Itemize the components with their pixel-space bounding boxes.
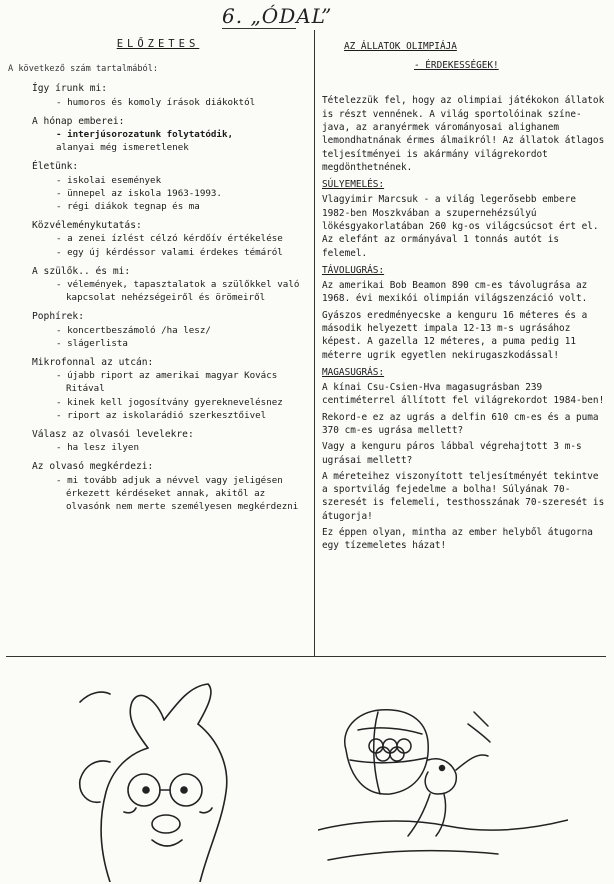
preview-section-title: Közvéleménykutatás: bbox=[32, 220, 142, 232]
preview-section-item: - koncertbeszámoló /ha lesz/ bbox=[56, 324, 211, 336]
preview-sections bbox=[8, 82, 308, 513]
article-paragraph: Ez éppen olyan, mintha az ember helyből átugorna egy tízemeletes házat! bbox=[322, 527, 593, 552]
article-section-heading: SÚLYEMELÉS: bbox=[322, 179, 385, 191]
article-intro: Tételezzük fel, hogy az olimpiai játékokon állatok is részt vennének. A világ sportolóinak színe-java, az aranyérmek várományosai alighanem lemondhatnának érmes álmaikról! Az állatok átlagos teljesítményei is akármány világrekordot megdönthetnének. bbox=[322, 95, 605, 173]
preview-section bbox=[8, 310, 308, 350]
preview-section bbox=[8, 82, 308, 108]
preview-section-item: - interjúsorozatunk folytatódik, bbox=[56, 129, 234, 141]
article-paragraph: Vagy a kenguru páros lábbal végrehajtott 3 m-s ugrásai mellett? bbox=[322, 441, 582, 466]
page-number-header: 6. „ÓDAL” bbox=[222, 4, 333, 28]
article-paragraph: A kínai Csu-Csien-Hva magasugrásban 239 centiméterrel állított fel világrekordot 1984-ben! bbox=[322, 382, 605, 407]
preview-section-item: - kinek kell jogosítvány gyereknevelésnez bbox=[56, 396, 283, 408]
article-section-heading: MAGASUGRÁS: bbox=[322, 366, 385, 378]
article-subtitle: - ÉRDEKESSÉGEK! bbox=[414, 60, 499, 72]
article-paragraph: Rekord-e ez az ugrás a delfin 610 cm-es és a puma 370 cm-es ugrása mellett? bbox=[322, 411, 599, 436]
preview-section bbox=[8, 428, 308, 454]
preview-section-item: - iskolai események bbox=[56, 174, 162, 186]
flea-olympic-ball-illustration bbox=[318, 690, 568, 880]
article-paragraph: Gyászos eredményecske a kenguru 16 méteres és a második helyezett impala 12-13 m-s ugrásához képest. A gazella 12 méteres, a puma pedig 11 méterre ugrik egyetlen nekirugaszkodással! bbox=[322, 309, 588, 361]
article-paragraph: Vlagyimir Marcsuk - a világ legerősebb embere 1982-ben Moszkvában a szupernehézsúlyú lökésgyakorlatában 260 kg-os világcsúcsot ért el. Az elefánt az ormányával 1 tonnás autót is felemel. bbox=[322, 194, 599, 259]
preview-section-item: - újabb riport az amerikai magyar Kovács Ritával bbox=[56, 370, 278, 395]
preview-section-title: Válasz az olvasói levelekre: bbox=[32, 429, 194, 441]
preview-section bbox=[8, 160, 308, 213]
article-paragraph: A méreteihez viszonyított teljesítményét tekintve a sportvilág fejedelme a bolha! Súlyának 70-szeresét is felemeli, testhosszának 70-szeresét is átugorja! bbox=[322, 470, 605, 522]
preview-section-item: - ha lesz ilyen bbox=[56, 442, 139, 454]
preview-section-item: - mi tovább adjuk a névvel vagy jeligésen érkezett kérdéseket annak, akitől az olvasónk nem merte személyesen megkérdezni bbox=[56, 474, 299, 513]
preview-section-item: - ünnepel az iskola 1963-1993. bbox=[56, 187, 222, 199]
preview-section-title: Így írunk mi: bbox=[32, 83, 108, 95]
article-paragraph: Az amerikai Bob Beamon 890 cm-es távolugrása az 1968. évi mexikói olimpián világszenzáció volt. bbox=[322, 280, 588, 305]
preview-section-title: Az olvasó megkérdezi: bbox=[32, 461, 154, 473]
article-section-heading: TÁVOLUGRÁS: bbox=[322, 264, 385, 276]
dog-illustration bbox=[40, 662, 290, 882]
header-underline bbox=[222, 28, 296, 29]
preview-section bbox=[8, 265, 308, 305]
column-divider bbox=[314, 30, 315, 656]
preview-section-item: - a zenei ízlést célzó kérdőív értékelése bbox=[56, 233, 283, 245]
bottom-divider bbox=[6, 656, 606, 657]
preview-section bbox=[8, 219, 308, 259]
preview-section-item: - slágerlista bbox=[56, 337, 128, 349]
preview-title: ELŐZETES bbox=[116, 38, 200, 50]
preview-section-item: alanyai még ismeretlenek bbox=[56, 142, 189, 154]
preview-section-item: - vélemények, tapasztalatok a szülőkkel való kapcsolat nehézségeiről és örömeiről bbox=[56, 279, 300, 304]
preview-section bbox=[8, 115, 308, 155]
preview-column bbox=[8, 30, 308, 519]
preview-section-title: Mikrofonnal az utcán: bbox=[32, 357, 154, 369]
preview-section-title: A szülők.. és mi: bbox=[32, 265, 131, 277]
article-sections bbox=[322, 178, 606, 552]
preview-intro: A következő szám tartalmából: bbox=[8, 64, 159, 75]
preview-section bbox=[8, 356, 308, 422]
preview-section bbox=[8, 460, 308, 513]
article-title: AZ ÁLLATOK OLIMPIÁJA bbox=[344, 41, 457, 52]
preview-section-title: Életünk: bbox=[32, 161, 79, 173]
preview-section-title: Pophírek: bbox=[32, 311, 84, 323]
article-column bbox=[322, 30, 606, 556]
preview-section-item: - riport az iskolarádió szerkesztőivel bbox=[56, 409, 267, 421]
preview-section-item: - régi diákok tegnap és ma bbox=[56, 201, 200, 213]
preview-section-item: - humoros és komoly írások diákoktól bbox=[56, 96, 256, 108]
preview-section-item: - egy új kérdéssor valami érdekes témáról bbox=[56, 246, 283, 258]
preview-section-title: A hónap emberei: bbox=[32, 115, 125, 127]
